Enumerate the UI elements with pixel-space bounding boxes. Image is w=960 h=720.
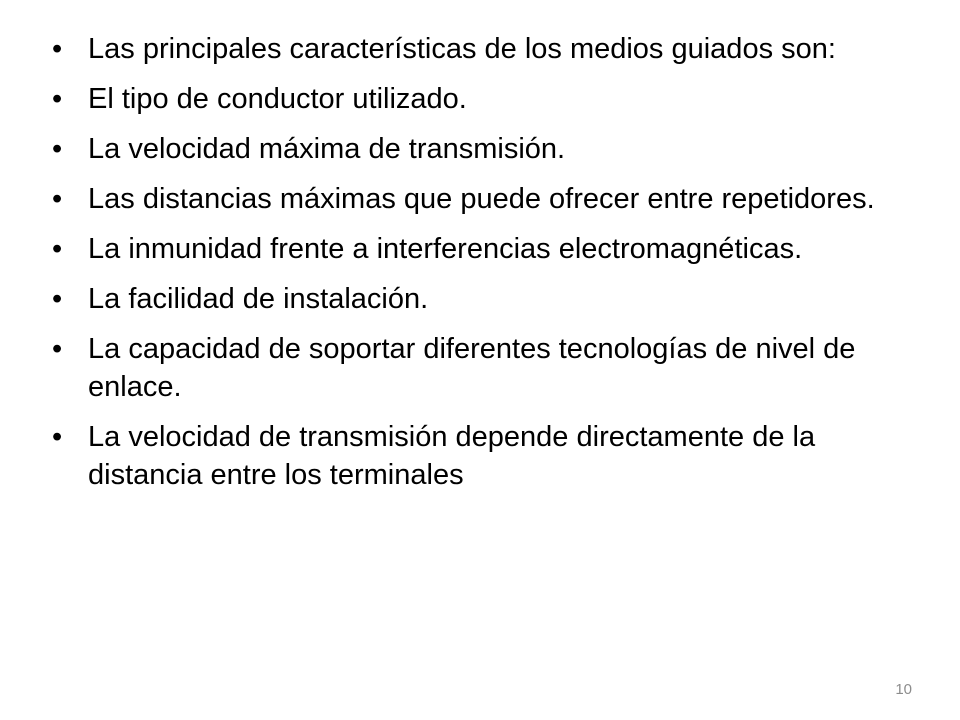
list-item (48, 280, 888, 318)
bullet-icon: • (52, 183, 63, 215)
list-item-text: La velocidad máxima de transmisión. (88, 133, 566, 165)
list-item (48, 130, 888, 168)
list-item-text: La inmunidad frente a interferencias electromagnéticas. (88, 233, 803, 265)
bullet-icon: • (52, 421, 63, 453)
bullet-icon: • (52, 283, 63, 315)
list-item-text: El tipo de conductor utilizado. (88, 83, 467, 115)
list-item (48, 330, 888, 406)
slide-number: 10 (895, 681, 912, 698)
list-item-text: La capacidad de soportar diferentes tecnologías de nivel de enlace. (88, 333, 856, 403)
list-item-text: Las principales características de los medios guiados son: (88, 33, 836, 65)
list-item-text: Las distancias máximas que puede ofrecer entre repetidores. (88, 183, 875, 215)
bullet-list (48, 30, 888, 506)
list-item-text: La velocidad de transmisión depende directamente de la distancia entre los terminales (88, 421, 816, 491)
bullet-icon: • (52, 83, 63, 115)
list-item-text: La facilidad de instalación. (88, 283, 429, 315)
bullet-icon: • (52, 233, 63, 265)
bullet-icon: • (52, 333, 63, 365)
list-item (48, 230, 888, 268)
list-item (48, 180, 888, 218)
bullet-icon: • (52, 33, 63, 65)
list-item (48, 30, 888, 68)
list-item (48, 418, 888, 494)
list-item (48, 80, 888, 118)
bullet-icon: • (52, 133, 63, 165)
